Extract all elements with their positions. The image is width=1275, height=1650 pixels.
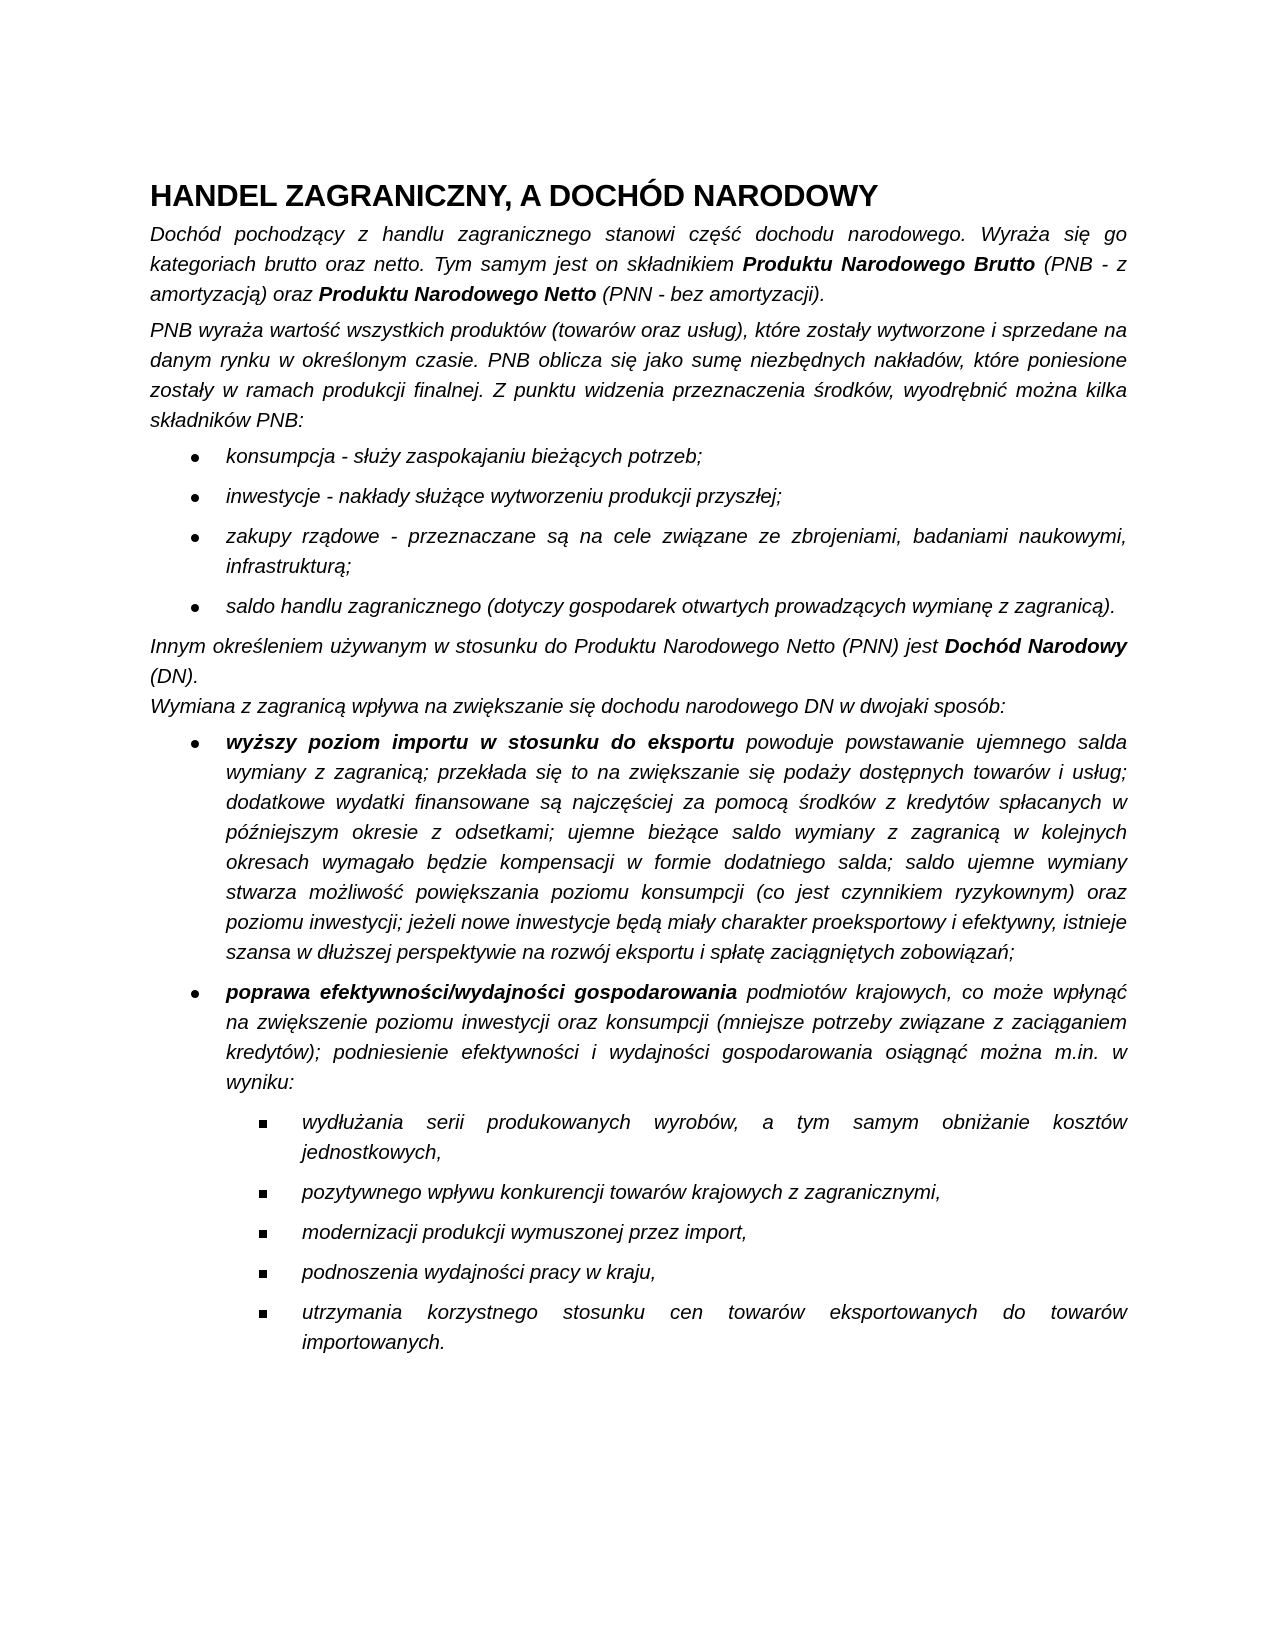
dn-paragraph [150, 632, 1127, 692]
page-title: HANDEL ZAGRANICZNY, A DOCHÓD NARODOWY [150, 178, 879, 213]
list-item: inwestycje - nakłady służące wytworzeniu produkcji przyszłej; [150, 482, 1127, 512]
text: (DN). [150, 665, 199, 688]
text: podmiotów krajowych, co może wpłynąć na zwiększenie poziomu inwestycji oraz konsumpcji (mniejsze potrzeby związane z zaciąganiem kredytów); podniesienie efektywności i wydajności gospodarowania osiągnąć można m.in. w wyniku: [226, 981, 1127, 1094]
exchange-paragraph: Wymiana z zagranicą wpływa na zwiększanie się dochodu narodowego DN w dwojaki sposób: [150, 695, 1006, 718]
list-item: saldo handlu zagranicznego (dotyczy gospodarek otwartych prowadzących wymianę z zagranicą). [150, 592, 1127, 622]
intro-paragraph [150, 220, 1127, 310]
document-page [150, 178, 1127, 1368]
list-item: modernizacji produkcji wymuszonej przez import, [226, 1218, 1127, 1248]
bold-term: Dochód Narodowy [944, 635, 1127, 658]
text: (PNB - z amortyzacją) oraz [150, 253, 1128, 306]
pnb-components-list [150, 442, 1127, 622]
list-item [150, 978, 1127, 1098]
text: Innym określeniem używanym w stosunku do Produktu Narodowego Netto (PNN) jest [150, 635, 945, 658]
list-item: wydłużania serii produkowanych wyrobów, a tym samym obniżanie kosztów jednostkowych, [226, 1108, 1127, 1168]
bold-term: wyższy poziom importu w stosunku do eksportu [226, 731, 735, 754]
list-item: podnoszenia wydajności pracy w kraju, [226, 1258, 1127, 1288]
bold-term: Produktu Narodowego Netto [318, 283, 597, 306]
text: Dochód pochodzący z handlu zagranicznego stanowi część dochodu narodowego. Wyraża się go kategoriach brutto oraz netto. Tym samym jest on składnikiem [150, 223, 1127, 276]
pnb-paragraph: PNB wyraża wartość wszystkich produktów (towarów oraz usług), które zostały wytworzone i sprzedane na danym rynku w określonym czasie. PNB oblicza się jako sumę niezbędnych nakładów, które poniesione zostały w ramach produkcji finalnej. Z punktu widzenia przeznaczenia środków, wyodrębnić można kilka składników PNB: [150, 319, 1127, 432]
list-item: konsumpcja - służy zaspokajaniu bieżących potrzeb; [150, 442, 1127, 472]
efficiency-factors-list [150, 1108, 1127, 1358]
list-item [150, 728, 1127, 968]
list-item: utrzymania korzystnego stosunku cen towarów eksportowanych do towarów importowanych. [226, 1298, 1127, 1358]
bold-term: Produktu Narodowego Brutto [742, 253, 1036, 276]
bold-term: poprawa efektywności/wydajności gospodarowania [226, 981, 738, 1004]
text: powoduje powstawanie ujemnego salda wymiany z zagranicą; przekłada się to na zwiększanie się podaży dostępnych towarów i usług; dodatkowe wydatki finansowane są najczęściej za pomocą środków z kredytów spłacanych w późniejszym okresie z odsetkami; ujemne bieżące saldo wymiany z zagranicą w kolejnych okresach wymagało będzie kompensacji w formie dodatniego salda; saldo ujemne wymiany stwarza możliwość powiększania poziomu konsumpcji (co jest czynnikiem ryzykownym) oraz poziomu inwestycji; jeżeli nowe inwestycje będą miały charakter proeksportowy i efektywny, istnieje szansa w dłuższej perspektywie na rozwój eksportu i spłatę zaciągniętych zobowiązań; [226, 731, 1128, 964]
text: (PNN - bez amortyzacji). [596, 283, 826, 306]
list-item: pozytywnego wpływu konkurencji towarów krajowych z zagranicznymi, [226, 1178, 1127, 1208]
list-item: zakupy rządowe - przeznaczane są na cele związane ze zbrojeniami, badaniami naukowymi, infrastrukturą; [150, 522, 1127, 582]
ways-list [150, 728, 1127, 1098]
